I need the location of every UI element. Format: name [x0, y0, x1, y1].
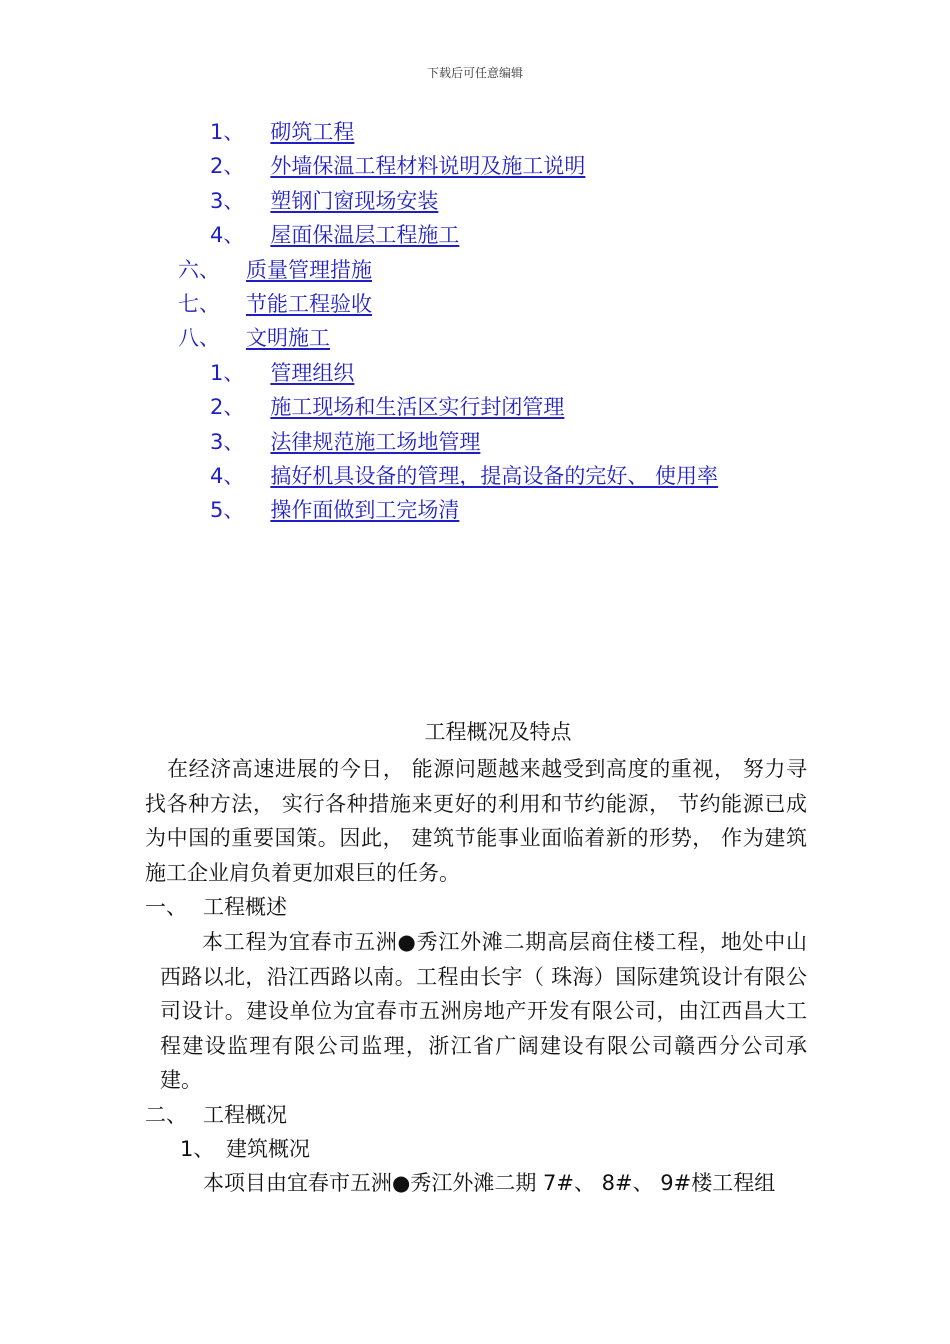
- toc-link[interactable]: [210, 152, 585, 180]
- section-heading-1: [145, 893, 287, 921]
- section-number: 二、: [145, 1103, 187, 1127]
- subsection-number: 1、: [180, 1137, 215, 1161]
- toc-link[interactable]: [210, 462, 718, 490]
- toc-link[interactable]: [210, 359, 354, 387]
- toc-link[interactable]: [210, 496, 459, 524]
- toc-number: 3、: [210, 188, 245, 213]
- page-header: 下载后可任意编辑: [426, 66, 523, 80]
- toc-label: 文明施工: [246, 326, 330, 351]
- toc-number: 4、: [210, 464, 245, 488]
- section-label: 工程概况: [203, 1103, 287, 1127]
- toc-number: 2、: [210, 154, 245, 179]
- toc-number: 七、: [178, 292, 220, 316]
- section-label: 工程概述: [203, 895, 287, 919]
- toc-link[interactable]: [178, 324, 330, 352]
- subsection1-paragraph: 本项目由宜春市五洲●秀江外滩二期 7#、 8#、 9#楼工程组: [203, 1171, 776, 1195]
- toc-label: 外墙保温工程材料说明及施工说明: [270, 154, 586, 179]
- toc-link[interactable]: [178, 290, 372, 318]
- toc-label: 砌筑工程: [270, 120, 355, 144]
- toc-link[interactable]: [210, 393, 564, 421]
- toc-number: 八、: [178, 326, 220, 351]
- toc-number: 2、: [210, 395, 245, 420]
- toc-link[interactable]: [210, 118, 354, 146]
- toc-number: 4、: [210, 223, 245, 248]
- toc-label: 搞好机具设备的管理，提高设备的完好、 使用率: [270, 464, 719, 488]
- subsection-heading-1: [180, 1135, 310, 1163]
- toc-label: 屋面保温层工程施工: [270, 223, 460, 248]
- toc-link[interactable]: [210, 428, 480, 456]
- toc-link[interactable]: [210, 187, 438, 215]
- section1-paragraph: 本工程为宜春市五洲●秀江外滩二期高层商住楼工程，地处中山西路以北，沿江西路以南。工程由长宇（ 珠海）国际建筑设计有限公司设计。建设单位为宜春市五洲房地产开发有限公司，由江西昌大工程建设监理有限公司监理，浙江省广阔建设有限公司赣西分公司承建。: [160, 930, 807, 1092]
- toc-link[interactable]: [178, 256, 372, 284]
- intro-paragraph: 在经济高速进展的今日， 能源问题越来越受到高度的重视， 努力寻找各种方法， 实行各种措施来更好的利用和节约能源， 节约能源已成为中国的重要国策。因此， 建筑节能事业面临着新的形势， 作为建筑施工企业肩负着更加艰巨的任务。: [145, 757, 807, 885]
- toc-label: 质量管理措施: [246, 257, 372, 282]
- toc-number: 5、: [210, 498, 245, 523]
- toc-number: 六、: [178, 257, 220, 282]
- toc-label: 管理组织: [270, 360, 355, 385]
- section-number: 一、: [145, 895, 187, 919]
- toc-number: 1、: [210, 120, 245, 144]
- section-title: 工程概况及特点: [424, 720, 572, 744]
- toc-label: 施工现场和生活区实行封闭管理: [270, 395, 565, 420]
- toc-label: 节能工程验收: [246, 292, 372, 316]
- toc-label: 塑钢门窗现场安装: [270, 188, 439, 213]
- toc-label: 法律规范施工场地管理: [270, 429, 481, 454]
- subsection-label: 建筑概况: [226, 1137, 310, 1161]
- toc-number: 1、: [210, 360, 245, 385]
- section-heading-2: [145, 1101, 287, 1129]
- toc-link[interactable]: [210, 221, 459, 249]
- toc-number: 3、: [210, 429, 245, 454]
- toc-label: 操作面做到工完场清: [270, 498, 460, 523]
